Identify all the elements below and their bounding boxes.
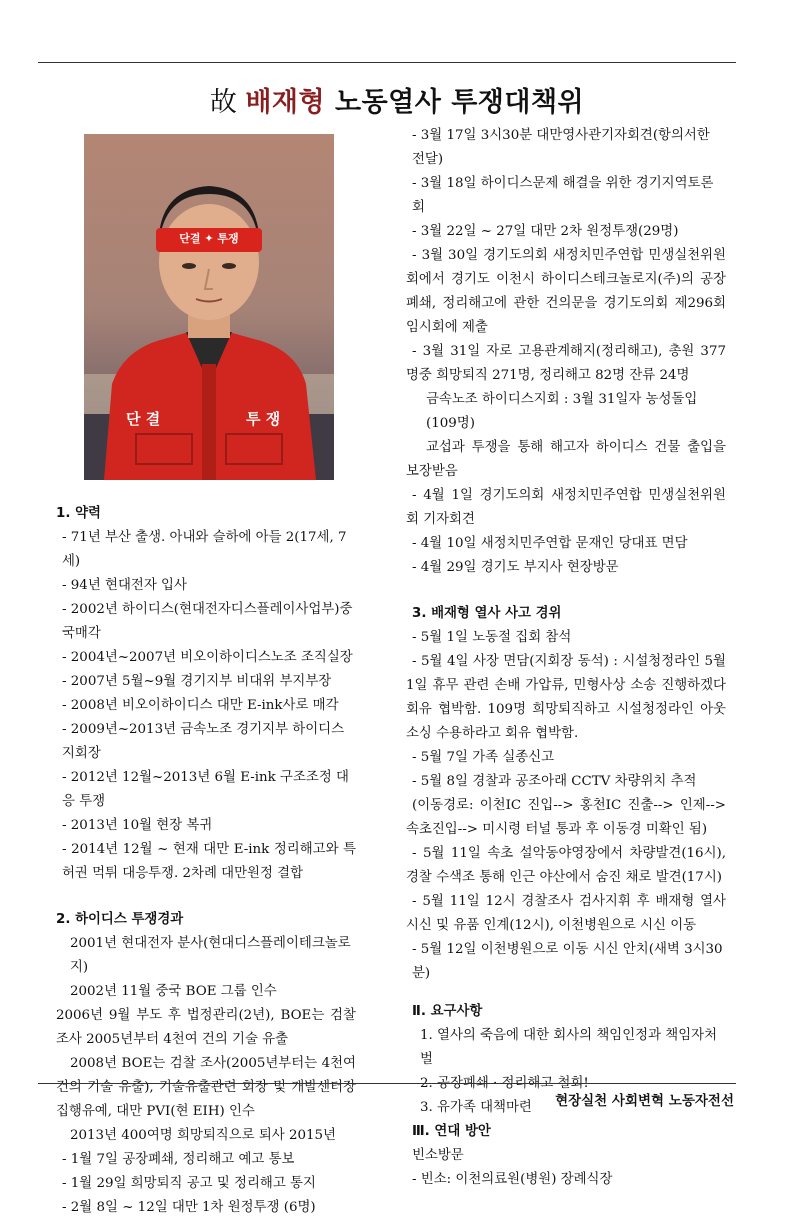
list-item: 2. 공장폐쇄 · 정리해고 철회!	[420, 1076, 589, 1091]
footer-org: 현장실천 사회변혁 노동자전선	[555, 1093, 734, 1109]
list-item: - 2008년 비오이하이디스 대만 E-ink사로 매각	[62, 698, 339, 713]
list-item: - 2002년 하이디스(현대전자디스플레이사업부)중국매각	[62, 602, 353, 641]
list-item: - 5월 7일 가족 실종신고	[412, 750, 555, 765]
title-name: 배재형	[245, 87, 326, 118]
list-item: - 2012년 12월~2013년 6월 E-ink 구조조정 대응 투쟁	[62, 770, 349, 809]
section5-heading: Ⅲ. 연대 방안	[412, 1124, 491, 1139]
list-item: - 3월 22일 ~ 27일 대만 2차 원정투쟁(29명)	[412, 224, 679, 239]
list-item: - 3월 18일 하이디스문제 해결을 위한 경기지역토론회	[412, 176, 714, 215]
list-item: 3. 유가족 대책마련	[420, 1100, 532, 1115]
list-item: - 5월 4일 사장 면담(지회장 동석) : 시설청정라인 5월 1일 휴무 관련 손배 가압류, 민형사상 소송 진행하겠다 회유 협박함. 109명 희망퇴직하고 시설청정라인 아웃소싱 수용하라고 회유 협박함.	[406, 654, 726, 741]
list-item: - 2월 8일 ~ 12일 대만 1차 원정투쟁 (6명)	[62, 1200, 316, 1215]
list-item: - 2014년 12월 ~ 현재 대만 E-ink 정리해고와 특허권 먹튀 대응투쟁. 2차례 대만원정 결합	[62, 842, 356, 881]
list-item: - 3월 17일 3시30분 대만영사관기자회견(항의서한 전달)	[412, 128, 710, 167]
list-item: - 5월 11일 속초 설악동야영장에서 차량발견(16시), 경찰 수색조 통해 인근 야산에서 숨진 채로 발견(17시)	[406, 846, 726, 885]
title-mark: 故	[209, 87, 238, 118]
list-item: - 94년 현대전자 입사	[62, 578, 187, 593]
list-item: - 3월 31일 자로 고용관계해지(정리해고), 총원 377명중 희망퇴직 271명, 정리해고 82명 잔류 24명	[406, 344, 726, 383]
list-item: - 빈소: 이천의료원(병원) 장례식장	[412, 1172, 613, 1187]
portrait-photo	[84, 134, 334, 480]
list-item: - 1월 29일 희망퇴직 공고 및 정리해고 통지	[62, 1176, 316, 1191]
vest-text-right: 투 쟁	[246, 410, 281, 428]
bottom-rule	[38, 1083, 736, 1084]
list-item: 교섭과 투쟁을 통해 해고자 하이디스 건물 출입을 보장받음	[406, 440, 726, 479]
section2-heading: 2. 하이디스 투쟁경과	[56, 912, 184, 927]
portrait-illustration	[84, 134, 334, 480]
list-item: 2008년 BOE는 검찰 조사(2005년부터는 4천여 건의 기술 유출), 기술유출관련 회장 및 개발센터장 집행유예, 대만 PVI(현 EIH) 인수	[56, 1056, 356, 1119]
list-item: - 5월 12일 이천병원으로 이동 시신 안치(새벽 3시30분)	[412, 942, 723, 981]
title-rest: 노동열사 투쟁대책위	[335, 87, 585, 118]
page-title	[0, 80, 794, 119]
left-column	[56, 502, 356, 1220]
list-item: - 1월 7일 공장폐쇄, 정리해고 예고 통보	[62, 1152, 295, 1167]
list-item: - 2013년 10월 현장 복귀	[62, 818, 213, 833]
list-item: 빈소방문	[412, 1148, 464, 1163]
list-item: (이동경로: 이천IC 진입--> 홍천IC 진출--> 인제--> 속초진입--> 미시령 터널 통과 후 이동경 미확인 됨)	[406, 798, 726, 837]
list-item: - 71년 부산 출생. 아내와 슬하에 아들 2(17세, 7세)	[62, 530, 347, 569]
list-item: 2002년 11월 중국 BOE 그룹 인수	[70, 984, 277, 999]
list-item: - 5월 8일 경찰과 공조아래 CCTV 차량위치 추적	[412, 774, 697, 789]
section4-heading: Ⅱ. 요구사항	[412, 1004, 483, 1019]
headband-text: 단결 ✦ 투쟁	[179, 232, 239, 245]
list-item: - 2007년 5월~9월 경기지부 비대위 부지부장	[62, 674, 332, 689]
list-item: 2013년 400여명 희망퇴직으로 퇴사 2015년	[70, 1128, 336, 1143]
list-item: - 3월 30일 경기도의회 새정치민주연합 민생실천위원회에서 경기도 이천시 하이디스테크놀로지(주)의 공장폐쇄, 정리해고에 관한 건의문을 경기도의회 제296회 임시회에 제출	[406, 248, 726, 335]
list-item: 금속노조 하이디스지회 : 3월 31일자 농성돌입(109명)	[426, 392, 698, 431]
list-item: - 2009년~2013년 금속노조 경기지부 하이디스지회장	[62, 722, 345, 761]
list-item: - 4월 1일 경기도의회 새정치민주연합 민생실천위원회 기자회견	[406, 488, 726, 527]
top-rule	[38, 62, 736, 63]
list-item: 1. 열사의 죽음에 대한 회사의 책임인정과 책임자처벌	[420, 1028, 718, 1067]
section1-heading: 1. 약력	[56, 506, 101, 521]
list-item: - 4월 29일 경기도 부지사 현장방문	[412, 560, 619, 575]
list-item: - 4월 10일 새정치민주연합 문재인 당대표 면담	[412, 536, 688, 551]
list-item: 2006년 9월 부도 후 법정관리(2년), BOE는 검찰 조사 2005년부터 4천여 건의 기술 유출	[56, 1008, 356, 1047]
list-item: - 2004년~2007년 비오이하이디스노조 조직실장	[62, 650, 353, 665]
list-item: - 5월 1일 노동절 집회 참석	[412, 630, 572, 645]
right-column	[406, 124, 726, 1192]
section3-heading: 3. 배재형 열사 사고 경위	[412, 606, 562, 621]
vest-text-left: 단 결	[126, 410, 161, 428]
list-item: - 5월 11일 12시 경찰조사 검사지휘 후 배재형 열사 시신 및 유품 인계(12시), 이천병원으로 시신 이동	[406, 894, 726, 933]
list-item: 2001년 현대전자 분사(현대디스플레이테크놀로지)	[70, 936, 351, 975]
